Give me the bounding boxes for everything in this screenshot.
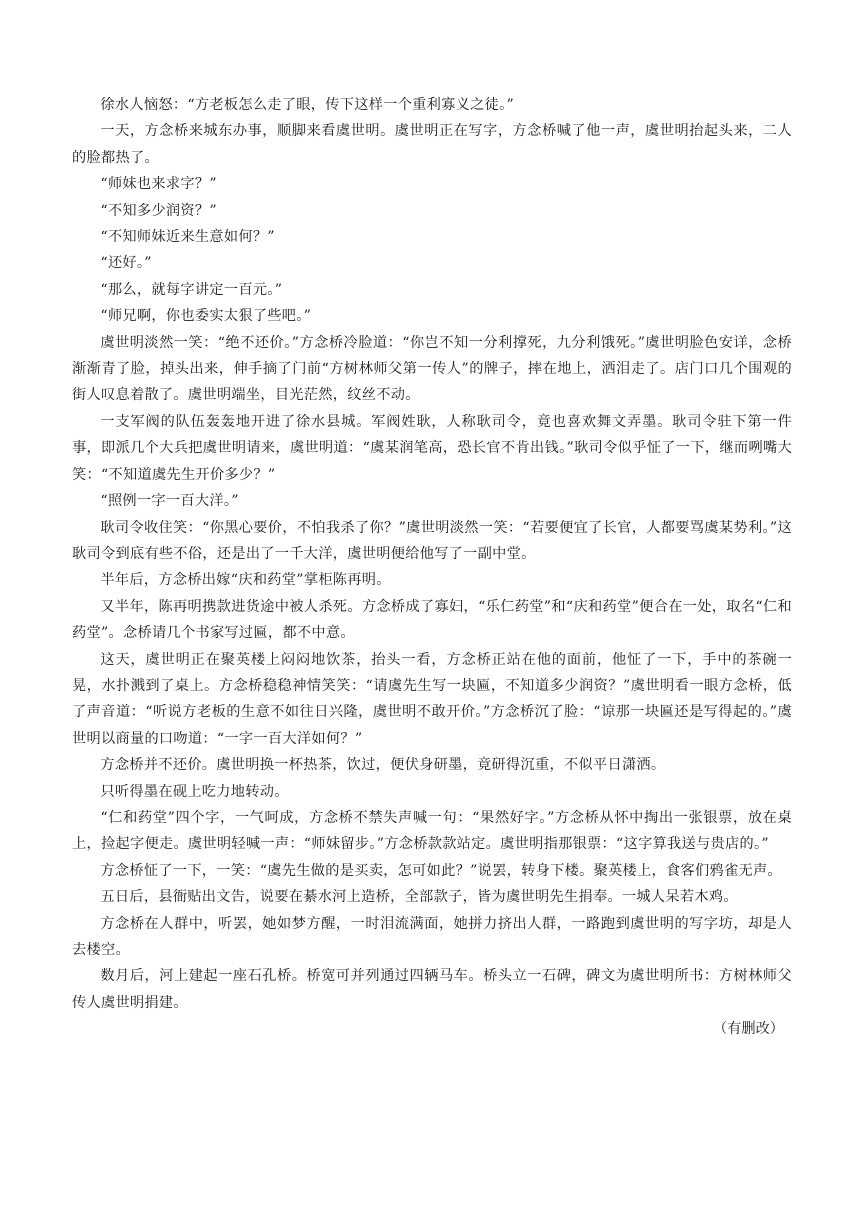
paragraph: 数月后，河上建起一座石孔桥。桥宽可并列通过四辆马车。桥头立一石碑，碑文为虞世明所书：方树林师父传人虞世明捐建。 bbox=[72, 968, 792, 1011]
paragraph: 半年后，方念桥出嫁“庆和药堂”掌柜陈再明。 bbox=[100, 572, 391, 589]
paragraph: 方念桥在人群中，听罢，她如梦方醒，一时泪流满面，她拼力挤出人群，一路跑到虞世明的写字坊，却是人去楼空。 bbox=[72, 915, 792, 958]
paragraph: “仁和药堂”四个字，一气呵成，方念桥不禁失声喊一句：“果然好字。”方念桥从怀中掏出一张银票，放在桌上，捡起字便走。虞世明轻喊一声：“师妹留步。”方念桥款款站定。虞世明指那银票：“这字算我送与贵店的。” bbox=[72, 809, 792, 853]
document-page bbox=[72, 92, 792, 1043]
paragraph: “那么，就每字讲定一百元。” bbox=[100, 281, 283, 298]
paragraph: 一支军阀的队伍轰轰地开进了徐水县城。军阀姓耿，人称耿司令，竟也喜欢舞文弄墨。耿司令驻下第一件事，即派几个大兵把虞世明请来，虞世明道：“虞某润笔高，恐长官不肯出钱。”耿司令似乎怔了一下，继而咧嘴大笑：“不知道虞先生开价多少？” bbox=[72, 413, 792, 483]
paragraph: “师妹也来求字？” bbox=[100, 176, 217, 193]
paragraph: “不知师妹近来生意如何？” bbox=[100, 229, 275, 246]
paragraph: “还好。” bbox=[100, 255, 152, 272]
paragraph: 耿司令收住笑：“你黑心要价，不怕我杀了你？”虞世明淡然一笑：“若要便宜了长官，人都要骂虞某势利。”这耿司令到底有些不俗，还是出了一千大洋，虞世明便给他写了一副中堂。 bbox=[72, 519, 792, 562]
paragraph: 方念桥并不还价。虞世明换一杯热茶，饮过，便伏身研墨，竟研得沉重，不似平日潇洒。 bbox=[100, 757, 666, 774]
paragraph: “照例一字一百大洋。” bbox=[100, 493, 239, 510]
source-note: （有删改） bbox=[713, 1021, 784, 1038]
paragraph: 虞世明淡然一笑：“绝不还价。”方念桥冷脸道：“你岂不知一分利撑死，九分利饿死。”虞世明脸色安详，念桥渐渐青了脸，掉头出来，伸手摘了门前“方树林师父第一传人”的牌子，摔在地上，洒泪走了。店门口几个围观的街人叹息着散了。虞世明端坐，目光茫然，纹丝不动。 bbox=[72, 334, 792, 404]
paragraph: “不知多少润资？” bbox=[100, 202, 217, 219]
paragraph: 方念桥怔了一下，一笑：“虞先生做的是买卖，怎可如此？”说罢，转身下楼。聚英楼上，食客们鸦雀无声。 bbox=[100, 862, 782, 879]
paragraph: 只听得墨在砚上吃力地转动。 bbox=[100, 783, 289, 800]
paragraph: 这天，虞世明正在聚英楼上闷闷地饮茶，抬头一看，方念桥正站在他的面前，他怔了一下，手中的茶碗一晃，水扑溅到了桌上。方念桥稳稳神情笑笑：“请虞先生写一块匾，不知道多少润资？”虞世明看一眼方念桥，低了声音道：“听说方老板的生意不如往日兴隆，虞世明不敢开价。”方念桥沉了脸：“谅那一块匾还是写得起的。”虞世明以商量的口吻道：“一字一百大洋如何？” bbox=[72, 651, 792, 747]
paragraph: “师兄啊，你也委实太狠了些吧。” bbox=[100, 308, 312, 325]
paragraph: 五日后，县衙贴出文告，说要在綦水河上造桥，全部款子，皆为虞世明先生捐奉。一城人呆若木鸡。 bbox=[100, 889, 738, 906]
paragraph: 徐水人恼怒：“方老板怎么走了眼，传下这样一个重利寡义之徒。” bbox=[100, 97, 515, 113]
paragraph: 又半年，陈再明携款进货途中被人杀死。方念桥成了寡妇，“乐仁药堂”和“庆和药堂”便合在一处，取名“仁和药堂”。念桥请几个书家写过匾，都不中意。 bbox=[72, 598, 792, 642]
paragraph: 一天，方念桥来城东办事，顺脚来看虞世明。虞世明正在写字，方念桥喊了他一声，虞世明抬起头来，二人的脸都热了。 bbox=[72, 123, 792, 166]
